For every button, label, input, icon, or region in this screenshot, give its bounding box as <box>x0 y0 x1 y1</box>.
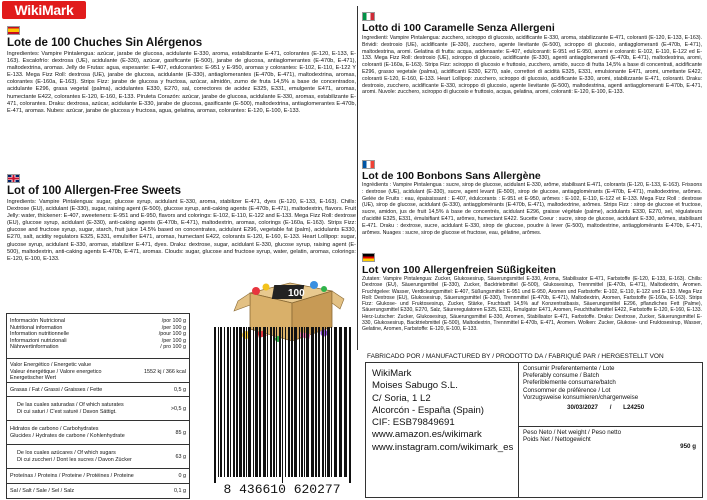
nutrition-value: 0,1 g <box>174 488 186 494</box>
nutrition-label: Energetischer Wert <box>10 375 57 381</box>
nutrition-value: 63 g <box>175 454 186 460</box>
barcode-bar <box>233 327 235 477</box>
barcode-bar <box>224 327 225 477</box>
nutrition-value: /per 100 g <box>161 337 186 344</box>
nutrition-protein-row <box>7 468 189 484</box>
nutrition-label: Sal / Salt / Sale / Sel / Salz <box>10 488 75 494</box>
barcode-bar <box>318 327 320 477</box>
nutrition-value: 1552 kj / 366 kcal <box>144 369 186 375</box>
manufacturer-line: C/ Soria, 1 L2 <box>372 392 431 404</box>
nutrition-fat-row <box>7 382 189 397</box>
barcode-bar <box>306 327 309 477</box>
barcode-bar <box>246 327 247 477</box>
net-weight-value: 950 g <box>680 443 696 451</box>
de-ingredients: Zutaten: Vampire Pintalengua: Zucker, Glukosesirup, Säuerungsmittel E-330, Aroma, Stabilisator E-471, Farbstoffe (E-120, E-133, E-163). Chills: Dextrose (EU), Säuerungsmittel (E-330), Zucker, Backtriebmittel (E-500), Glukosesirup, Trennmittel (E-470b, E-471), Maltodextrin, Aromen. Fruchtgelee: Wasser, Verdickungsmittel: E-407, Süßungsmittel: E-951 und E-950, Aromen und Farbstoffe: E-102, E-110, E-122 und E-133. Mega Fizz Roll: Dextrose (EU), Glukosesirup, Säuerungsmittel (E-330), Trennmittel (E-470b, E-471), Maltodextrin, Aromen, Farbstoffe (E-160a, E-163). Strips Fizz: Glukose- und Fruktosesirup, Zucker, Stärke, Fruchtsaft 14,5% auf Konzentratbasis, Säuerungsmittel E296, pflanzliches Fett (Palme), Säuerungsmittel E330, E270, Salz, Säureregulatoren E325, E331, Emulgator E471, Aromen, Feuchthaltemittel E422, Farbstoffe E-120, E-160, E-133. Herz-Lutscher: Zucker, Glukosesirup, Säuerungsmittel E-330, Aromen, Stabilisator E-471, Farbstoffe. Draku: Dextrose, Zucker, Säuerungsmittel E-330, Glukosesirup, Backtriebmittel (E-500), Maltodextrin, Trennmittel E-470b, E-471, Aromen. Wolken: Zucker, Glukose- und Fruktosesirup, Wasser, Gelatine, Aromen, Farbstoffe: E-120, E-100, E-133. <box>362 276 702 333</box>
nutrition-label: Di cui zuccheri / Dont les sucres / Davon Zücker <box>17 456 132 463</box>
barcode-bar <box>285 327 286 477</box>
barcode-bar <box>304 327 305 477</box>
nutrition-label: Valeur énergétique / Valore energetico <box>10 368 102 375</box>
nutrition-value: /pour 100 g <box>158 331 186 337</box>
es-title: Lote de 100 Chuches Sin Alérgenos <box>7 37 203 49</box>
manufacturer-address <box>366 363 519 497</box>
manufacturer-header: FABRICADO POR / MANUFACTURED BY / PRODOTTO DA / FABRIQUÉ PAR / HERGESTELLT VON <box>367 353 664 360</box>
best-before-label: Consommer de préférence / Lot <box>523 386 611 394</box>
nutrition-label: Information nutritionnelle <box>10 331 70 337</box>
barcode-bar <box>344 327 347 477</box>
nutrition-header-row <box>7 314 189 358</box>
manufacturer-line: Alcorcón - España (Spain) <box>372 404 484 416</box>
barcode-bar <box>236 327 238 477</box>
barcode-bar <box>291 327 293 477</box>
nutrition-value: >0,5 g <box>170 406 186 412</box>
barcode-bar <box>315 327 317 477</box>
es-ingredients: Ingredientes: Vampire Pintalengua: azúcar, jarabe de glucosa, acidulante E-330, aroma, estabilizante E-471, colorantes (E-120, E-133, E-163). Escalofrío: dextrosa (UE), acidulante (E-330), azúcar, gasificante (E-500), jarabe de glucosa, antiaglomerantes (E-470b, E-471), maltodextrina, aromas. Jelly de Frutas: agua, espesante: E-407, edulcorantes: E-951 y E-950, aromas y colorantes: E-102, E-110, E-122 Y E-133. Mega Fizz Roll: dextrosa (UE), jarabe de glucosa, acidulante (E-330), antiaglomerantes (E-470b, E-471), maltodextrina, aromas, colorantes (E-160a, E-163). Strips Fizz: jarabe de glucosa y fructosa, azúcar, almidón, zumo de fruta 14,5% a base de concentrados, acidulante E296, grasa vegetal (palma), acidulantes E330, E270, sal, correctores de acidez E325, E331, emulgente E471, aromas, humectante E422, colorantes E-120, E-160, E-133. Piruleta Corazón: azúcar, jarabe de glucosa, acidulante E-330, aromas, estabilizante E-471, colorantes. Draku: dextrosa, azúcar, acidulante E-330, jarabe de glucosa, gasificante (E-500), maltodextrina, antiaglomerantes E-470b, E-471, aromas. Nubes: azúcar, jarabe de glucosa y fructosa, agua, gelatina, aromas, colorantes: E-120, E-100, E-133. <box>7 51 356 114</box>
barcode-bar <box>267 327 268 477</box>
nutrition-value: / pro 100 g <box>160 344 186 350</box>
nutrition-label: De las cuales saturadas / Of which saturates <box>17 402 124 408</box>
best-before-label: Consumir Preferentemente / Lote <box>523 365 615 372</box>
barcode-bar <box>253 327 254 477</box>
barcode-bar <box>248 327 251 477</box>
manufacturer-line: CIF: ESB79849691 <box>372 417 455 429</box>
barcode-bar <box>263 327 266 477</box>
barcode-bar <box>311 327 314 477</box>
barcode-bar <box>218 327 219 477</box>
barcode-bar <box>325 327 326 477</box>
barcode-bar <box>255 327 258 477</box>
nutrition-carbs-row <box>7 420 189 445</box>
fr-title: Lot de 100 Bonbons Sans Allergène <box>362 170 541 182</box>
barcode-bar <box>270 327 272 477</box>
nutrition-label: Nährwertinformation <box>10 344 59 350</box>
best-before-date: 30/03/2027 <box>567 404 598 412</box>
best-before-label: Vorzugsweise konsumieren/chargenweise <box>523 393 639 401</box>
nutrition-value: /per 100 g <box>161 324 186 331</box>
nutrition-value: /por 100 g <box>161 318 186 324</box>
nutrition-value: 0 g <box>178 473 186 479</box>
barcode-bar <box>294 327 297 477</box>
barcode-bar <box>331 327 332 477</box>
nutrition-label: De los cuales azúcares / Of which sugars <box>17 450 116 456</box>
barcode-bar <box>288 327 290 477</box>
de-title: Lot von 100 Allergenfreien Süßigkeiten <box>362 264 556 276</box>
net-weight-label: Poids Net / Nettogewicht <box>523 436 591 444</box>
barcode <box>208 327 356 497</box>
barcode-digits: 8 436610 620277 <box>223 482 341 497</box>
date-batch-separator: / <box>609 404 612 412</box>
barcode-bar <box>243 327 245 477</box>
manufacturer-line: www.instagram.com/wikimark_es <box>372 441 514 453</box>
en-title: Lot of 100 Allergen-Free Sweets <box>7 185 182 197</box>
nutrition-label: Nutritional information <box>10 324 63 331</box>
nutrition-value: 0,5 g <box>174 387 186 393</box>
barcode-bar <box>276 327 277 477</box>
nutrition-label: Grasas / Fat / Grassi / Graisses / Fette <box>10 387 103 393</box>
fr-ingredients: Ingrédients : Vampire Pintalengua : sucre, sirop de glucose, acidulant E-330, arôme, stabilisant E-471, colorants (E-120, E-133, E-163). Frissons : dextrose (UE), acidulant (E-330), sucre, agent levant (E-500), sirop de glucose, antiagglomérants (E-470b, E-471), maltodextrine, arômes. Gelée de Fruits : eau, épaississant : E-407, édulcorants : E-951 et E-950, arômes : E-102, E-110, E-122 et E-133. Mega Fizz Roll : dextrose (UE), sirop de glucose, acidulant (E-330), antiagglomérants (E-470b, E-471), maltodextrine, arômes. Strips Fizz : sirop de glucose et fructose, sucre, amidon, jus de fruit 14,5% à base de concentrés, acidulant E296, graisse végétale (palme), acidulants E330, E270, sel, régulateurs d'acidité E325, E331, émulsifiant E471, arômes, humectant E422. Sucette Coeur : sucre, sirop de glucose, acidulant E-330, arômes, stabilisant E-471. Draku : dextrose, sucre, acidulant E-330, sirop de glucose, poudre à lever (E-500), maltodextrine, antiagglomérants E-470b, E-471, arômes. Nuages : sucre, sirop de glucose et fructose, eau, gélatine, arômes. <box>362 182 702 236</box>
net-weight-cell <box>519 427 702 462</box>
nutrition-energy-row <box>7 358 189 383</box>
barcode-bar <box>239 327 242 477</box>
wikimark-logo: WikiMark <box>2 1 86 19</box>
column-divider <box>357 6 358 350</box>
en-ingredients: Ingredients: Vampire Pintalengua: sugar, glucose syrup, acidulant E-330, aroma, stabilizer E-471, dyes (E-120, E-133, E-163). Chills: Dextrose (EU), acidulant (E-330), sugar, raising agent (E-500), glucose syrup, anti-caking agents (E-470b, E-471), maltodextrin, flavors. Fruit Jelly: water, thickener: E-407, sweeteners: E-951 and E-950, flavors and colorings: E-102, E-110, E-122 and E-133. Mega Fizz Roll: dextrose (EU), glucose syrup, acidulant (E-330), anti-caking agents (E-470b, E-471), maltodextrin, aromas, colorings (E-160a, E-163). Strips Fizz: glucose and fructose syrup, sugar, starch, fruit juice 14.5% based on concentrates, acidulant E296, vegetable fat (palm), acidulants E330, E270, salt, acidity regulators E325, E331, emulsifier E471, aromas, humectant E422, colorants E-120, E-160, E-133. Heart Lollipop: sugar, glucose syrup, acidulant E-330, aromas, stabilizer E-471, dyes. Draku: dextrose, sugar, acidulant E-330, glucose syrup, raising agent (E-500), maltodextrin, anti-caking agents E-470b, E-471, aromas. Clouds: sugar, glucose and fructose syrup, water, gelatin, aromas, colorings: E-120, E-100, E-133. <box>7 199 356 262</box>
barcode-bar <box>214 327 216 483</box>
manufacturer-box <box>365 362 703 498</box>
manufacturer-line: Moises Sabugo S.L. <box>372 380 458 392</box>
nutrition-label: Valor Energético / Energetic value <box>10 362 92 368</box>
barcode-bar <box>279 327 281 477</box>
it-ingredients: Ingredienti: Vampire Pintalengua: zucchero, sciroppo di glucosio, acidificante E-330, aroma, stabilizzante E-471, coloranti (E-120, E-133, E-163). Brividi: destrosio (UE), acidificante (E-330), zucchero, agente lievitante (E-500), sciroppo di glucosio, antiagglomeranti (E-470b, E-471), maltodestrina, aromi. Gelatina di frutta: acqua, addensante: E-407, edulcoranti: E-951 ed E-950, aromi e coloranti: E-102, E-110, E-122 ed E-133. Mega Fizz Roll: destrosio (UE), sciroppo di glucosio, acidificante (E-330), agenti antiagglomeranti (E-470b, E-471), maltodestrina, aromi, coloranti (E-160a, E-163). Strips Fizz: sciroppo di glucosio e fruttosio, zucchero, amido, succo di frutta 14,5% a base di concentrati, acidificante E296, grasso vegetale (palma), acidificanti E330, E270, sale, correttori di acidità E325, E331, emulsionante E471, aromi, umettante E422, coloranti E-120, E-160, E-133. Heart Lollipop: zucchero, sciroppo di glucosio, acidificante E-330, aromi, stabilizzante E-471, coloranti. Draku: destrosio, zucchero, acidificante E-330, sciroppo di glucosio, agente lievitante (E-500), maltodestrina, agenti antiagglomeranti E-470b, E-471, aromi. Nuvole: zucchero, sciroppo di glucosio e fruttosio, acqua, gelatina, aromi, coloranti: E-120, E-100, E-133. <box>362 35 702 96</box>
barcode-bar <box>322 327 324 477</box>
best-before-label: Preferiblemente consumare/batch <box>523 379 616 387</box>
barcode-bar <box>327 327 330 477</box>
barcode-bar <box>220 327 222 477</box>
spain-flag-icon <box>7 26 20 35</box>
barcode-bar <box>282 327 283 483</box>
barcode-bar <box>230 327 231 477</box>
best-before-cell <box>519 363 702 427</box>
germany-flag-icon <box>362 253 375 262</box>
nutrition-value: 85 g <box>175 430 186 436</box>
nutrition-saturates-row <box>7 396 189 421</box>
nutrition-label: Glucides / Hydrates de carbone / Kohlenhydrate <box>10 432 125 439</box>
barcode-bar <box>301 327 303 477</box>
barcode-bar <box>299 327 300 477</box>
it-title: Lotto di 100 Caramelle Senza Allergeni <box>362 22 555 34</box>
barcode-bar <box>334 327 337 477</box>
svg-text:100: 100 <box>288 288 305 299</box>
batch-number: L24250 <box>623 404 645 412</box>
barcode-bar <box>273 327 275 477</box>
nutrition-label: Hidratos de carbono / Carbohydrates <box>10 426 99 432</box>
barcode-bar <box>227 327 229 477</box>
nutrition-salt-row <box>7 483 189 499</box>
italy-flag-icon <box>362 12 375 21</box>
manufacturer-line: WikiMark <box>372 368 412 379</box>
barcode-bar <box>259 327 261 477</box>
nutrition-sugars-row <box>7 444 189 469</box>
france-flag-icon <box>362 160 375 169</box>
nutrition-label: Información Nutricional <box>10 318 66 324</box>
nutrition-table <box>6 313 190 499</box>
nutrition-label: Informazioni nutrizionali <box>10 337 67 344</box>
manufacturer-line: www.amazon.es/wikimark <box>372 429 482 441</box>
nutrition-label: Di cui saturi / C'est saturé / Davon Sättigt. <box>17 408 117 415</box>
net-weight-label: Peso Neto / Net weight / Peso netto <box>523 429 622 436</box>
barcode-bar <box>339 327 342 477</box>
barcode-bar <box>349 327 351 483</box>
consume-weight-panel <box>519 363 702 497</box>
nutrition-label: Proteínas / Proteins / Proteine / Protéines / Proteine <box>10 473 134 479</box>
uk-flag-icon <box>7 174 20 183</box>
best-before-label: Preferably consume / Batch <box>523 372 600 380</box>
